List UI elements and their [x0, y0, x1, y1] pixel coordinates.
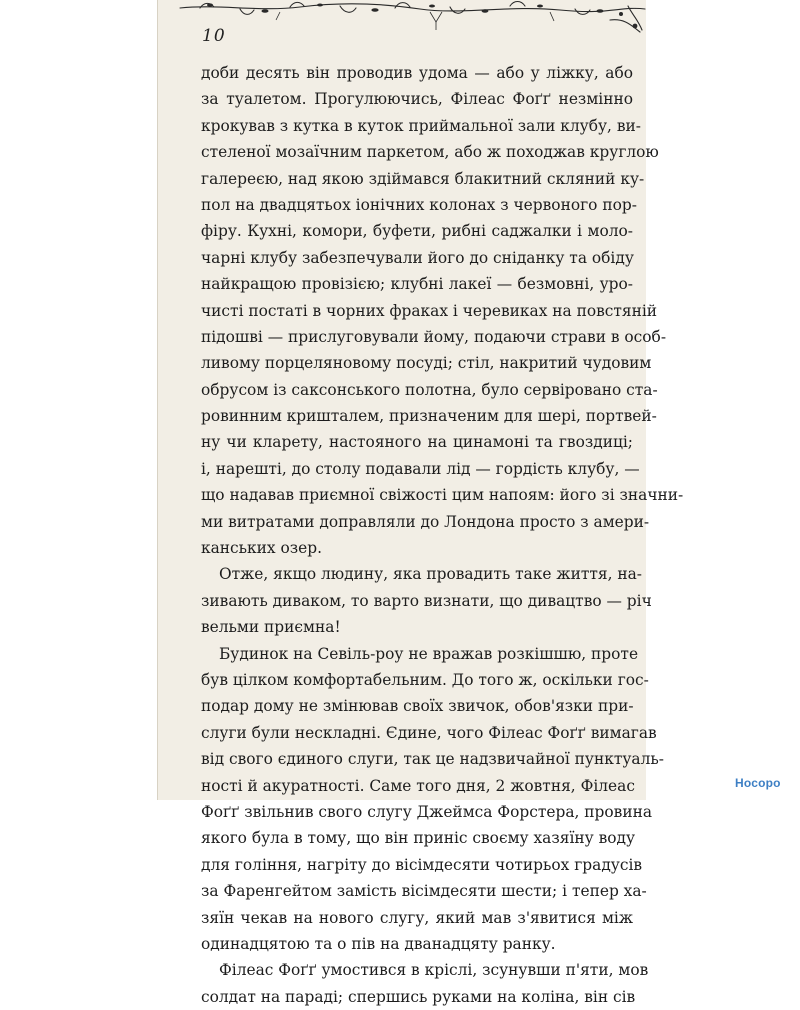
- text-line: за Фаренгейтом замість вісімдесяти шести; і тепер ха-: [201, 882, 647, 901]
- text-line: крокував з кутка в куток приймальної зали клубу, ви-: [201, 116, 641, 135]
- watermark-logo: Носоро: [735, 776, 781, 790]
- text-line: якого була в тому, що він приніс своєму хазяїну воду: [201, 829, 636, 848]
- text-line: слуги були нескладні. Єдине, чого Філеас Фоґґ вимагав: [201, 723, 657, 742]
- text-line: що надавав приємної свіжості цим напоям: його зі значни-: [201, 486, 684, 505]
- text-line: доби десять він проводив удома — або у ліжку, або: [201, 64, 633, 82]
- text-line: Філеас Фоґґ умостився в кріслі, зсунувши п'яти, мов: [219, 961, 649, 980]
- text-line: зяїн чекав на нового слугу, який мав з'явитися між: [201, 908, 633, 927]
- text-line: солдат на параді; спершись руками на коліна, він сів: [201, 987, 636, 1006]
- text-line: від свого єдиного слуги, так це надзвичайної пунктуаль-: [201, 750, 664, 769]
- floral-ornament-header: [180, 0, 645, 34]
- text-line: Фоґґ звільнив свого слугу Джеймса Форстера, провина: [201, 802, 653, 821]
- paragraph: [201, 60, 684, 561]
- text-line: вельми приємна!: [201, 618, 341, 637]
- text-line: обрусом із саксонського полотна, було сервіровано ста-: [201, 380, 658, 399]
- text-line: Будинок на Севіль-роу не вражав розкішшю, проте: [219, 644, 639, 663]
- page-number: 10: [202, 26, 226, 46]
- text-line: ну чи кларету, настояного на цинамоні та гвоздиці;: [201, 433, 633, 452]
- text-line: фіру. Кухні, комори, буфети, рибні саджалки і моло-: [201, 222, 633, 241]
- text-line: галереєю, над якою здіймався блакитний скляний ку-: [201, 169, 645, 188]
- text-line: був цілком комфортабельним. До того ж, оскільки гос-: [201, 670, 649, 689]
- paragraph: [201, 641, 664, 958]
- paragraph: [201, 957, 649, 1010]
- text-line: для гоління, нагріту до вісімдесяти чотирьох градусів: [201, 855, 643, 874]
- text-line: ми витратами доправляли до Лондона просто з амери-: [201, 512, 650, 531]
- text-line: одинадцятою та о пів на дванадцяту ранку.: [201, 934, 556, 953]
- text-line: ливому порцеляновому посуді; стіл, накритий чудовим: [201, 354, 652, 373]
- text-line: пол на двадцятьох іонічних колонах з червоного пор-: [201, 195, 637, 214]
- body-text: [201, 60, 684, 1010]
- text-line: зивають диваком, то варто визнати, що дивацтво — річ: [201, 591, 652, 610]
- text-line: ровинним кришталем, призначеним для шері, портвей-: [201, 407, 657, 426]
- text-line: ності й акуратності. Саме того дня, 2 жовтня, Філеас: [201, 776, 635, 795]
- text-line: і, нарешті, до столу подавали лід — гордість клубу, —: [201, 459, 640, 478]
- text-line: канських озер.: [201, 539, 323, 558]
- text-line: подар дому не змінював своїх звичок, обов'язки при-: [201, 697, 634, 716]
- text-line: стеленої мозаїчним паркетом, або ж походжав круглою: [201, 143, 659, 162]
- text-line: Отже, якщо людину, яка провадить таке життя, на-: [219, 565, 643, 584]
- paragraph: [201, 561, 652, 640]
- text-line: підошві — прислуговували йому, подаючи страви в особ-: [201, 327, 667, 346]
- text-line: найкращою провізією; клубні лакеї — безмовні, уро-: [201, 275, 633, 294]
- text-line: чисті постаті в чорних фраках і черевиках на повстяній: [201, 301, 658, 320]
- text-line: чарні клубу забезпечували його до сніданку та обіду: [201, 248, 634, 267]
- text-line: за туалетом. Прогулюючись, Філеас Фоґґ незмінно: [201, 90, 633, 109]
